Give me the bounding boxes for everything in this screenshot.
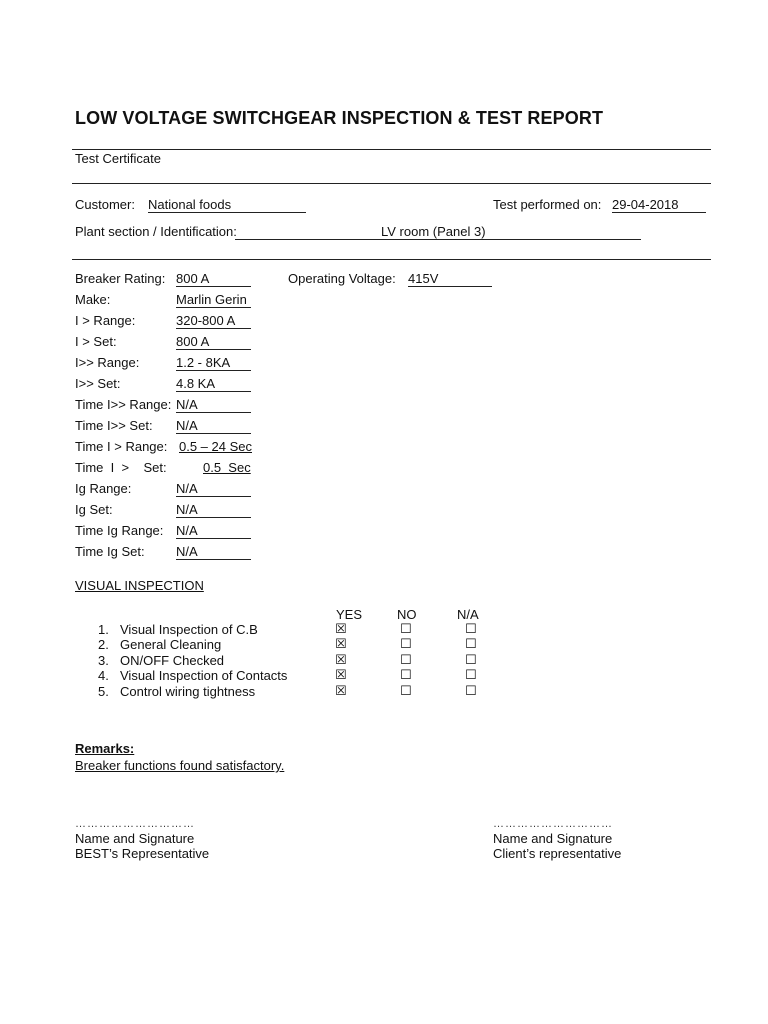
- checkbox-checked-yes: ☒: [335, 653, 347, 668]
- rating-label: Breaker Rating:: [75, 271, 166, 286]
- visual-inspection-heading: VISUAL INSPECTION: [75, 578, 204, 593]
- rating-value: [176, 271, 251, 287]
- test-date-value-text: 29-04-2018: [612, 197, 679, 212]
- rating-value: [176, 481, 251, 497]
- rating-label: Make:: [75, 292, 111, 307]
- rating-label: Time Ig Set:: [75, 544, 145, 559]
- checkbox-na: ☐: [465, 684, 477, 699]
- item-number: 5.: [98, 684, 109, 699]
- item-label: ON/OFF Checked: [120, 653, 225, 668]
- rating-label: Ig Range:: [75, 481, 132, 496]
- remarks-heading: Remarks:: [75, 741, 135, 756]
- rating-value-text: 1.2 - 8KA: [176, 355, 231, 370]
- rating-value: [176, 313, 251, 329]
- rating-value-text: 800 A: [176, 271, 210, 286]
- voltage-value-text: 415V: [408, 271, 439, 286]
- voltage-value: [408, 271, 492, 287]
- test-certificate-label: Test Certificate: [75, 151, 161, 166]
- voltage-label: Operating Voltage:: [288, 271, 396, 286]
- report-title: LOW VOLTAGE SWITCHGEAR INSPECTION & TEST REPORT: [75, 108, 604, 128]
- rating-label: Time I > Set:: [75, 460, 167, 475]
- test-date-label: Test performed on:: [493, 197, 602, 212]
- checkbox-no: ☐: [400, 653, 412, 668]
- signature-name-label: Name and Signature: [493, 831, 613, 846]
- rating-value-text: Marlin Gerin: [176, 292, 247, 307]
- plant-value: [235, 224, 641, 240]
- plant-value-text: LV room (Panel 3): [381, 224, 486, 239]
- rating-label: Time I > Range:: [75, 439, 168, 454]
- divider: [72, 149, 711, 150]
- item-label: Visual Inspection of C.B: [120, 622, 258, 637]
- rating-value: [176, 334, 251, 350]
- customer-value: [148, 197, 306, 213]
- rating-label: I > Range:: [75, 313, 136, 328]
- checkbox-na: ☐: [465, 668, 477, 683]
- customer-value-text: National foods: [148, 197, 232, 212]
- rating-value: [176, 292, 251, 308]
- rating-value: [203, 460, 251, 476]
- signature-role: Client’s representative: [493, 846, 622, 861]
- signature-name-label: Name and Signature: [75, 831, 195, 846]
- checkbox-no: ☐: [400, 637, 412, 652]
- rating-value: [176, 523, 251, 539]
- rating-value: [176, 397, 251, 413]
- rating-value-text: 320-800 A: [176, 313, 236, 328]
- rating-value: [176, 502, 251, 518]
- checkbox-no: ☐: [400, 622, 412, 637]
- plant-label: Plant section / Identification:: [75, 224, 237, 239]
- rating-value-text: N/A: [176, 544, 198, 559]
- rating-value-text: N/A: [176, 502, 198, 517]
- rating-value: [176, 355, 251, 371]
- item-number: 1.: [98, 622, 109, 637]
- column-header-no: NO: [397, 607, 417, 622]
- column-header-yes: YES: [336, 607, 363, 622]
- item-label: General Cleaning: [120, 637, 222, 652]
- rating-value-text: 800 A: [176, 334, 210, 349]
- item-number: 2.: [98, 637, 109, 652]
- checkbox-na: ☐: [465, 622, 477, 637]
- rating-label: Time I>> Range:: [75, 397, 172, 412]
- signature-role: BEST’s Representative: [75, 846, 210, 861]
- divider: [72, 259, 711, 260]
- rating-value: [176, 544, 251, 560]
- signature-line: …………………………: [493, 818, 613, 830]
- checkbox-no: ☐: [400, 668, 412, 683]
- rating-value-text: N/A: [176, 481, 198, 496]
- checkbox-checked-yes: ☒: [335, 637, 347, 652]
- rating-value-text: N/A: [176, 523, 198, 538]
- customer-label: Customer:: [75, 197, 135, 212]
- signature-line: …………………………: [75, 818, 195, 830]
- rating-value-text: N/A: [176, 418, 198, 433]
- rating-label: Ig Set:: [75, 502, 113, 517]
- divider: [72, 183, 711, 184]
- rating-label: Time Ig Range:: [75, 523, 164, 538]
- item-label: Control wiring tightness: [120, 684, 256, 699]
- rating-value: [176, 376, 251, 392]
- test-date-value: [612, 197, 706, 213]
- rating-value-text: 0.5 Sec: [203, 460, 251, 475]
- rating-label: I > Set:: [75, 334, 117, 349]
- checkbox-na: ☐: [465, 653, 477, 668]
- rating-value: [176, 418, 251, 434]
- rating-value-text: 4.8 KA: [176, 376, 216, 391]
- rating-label: Time I>> Set:: [75, 418, 153, 433]
- remarks-text: Breaker functions found satisfactory.: [75, 758, 285, 773]
- rating-value-text: N/A: [176, 397, 198, 412]
- rating-label: I>> Set:: [75, 376, 121, 391]
- checkbox-no: ☐: [400, 684, 412, 699]
- item-label: Visual Inspection of Contacts: [120, 668, 288, 683]
- rating-value: [179, 439, 252, 455]
- item-number: 4.: [98, 668, 109, 683]
- checkbox-na: ☐: [465, 637, 477, 652]
- item-number: 3.: [98, 653, 109, 668]
- column-header-na: N/A: [457, 607, 479, 622]
- checkbox-checked-yes: ☒: [335, 622, 347, 637]
- rating-label: I>> Range:: [75, 355, 140, 370]
- rating-value-text: 0.5 – 24 Sec: [179, 439, 252, 454]
- checkbox-checked-yes: ☒: [335, 668, 347, 683]
- checkbox-checked-yes: ☒: [335, 684, 347, 699]
